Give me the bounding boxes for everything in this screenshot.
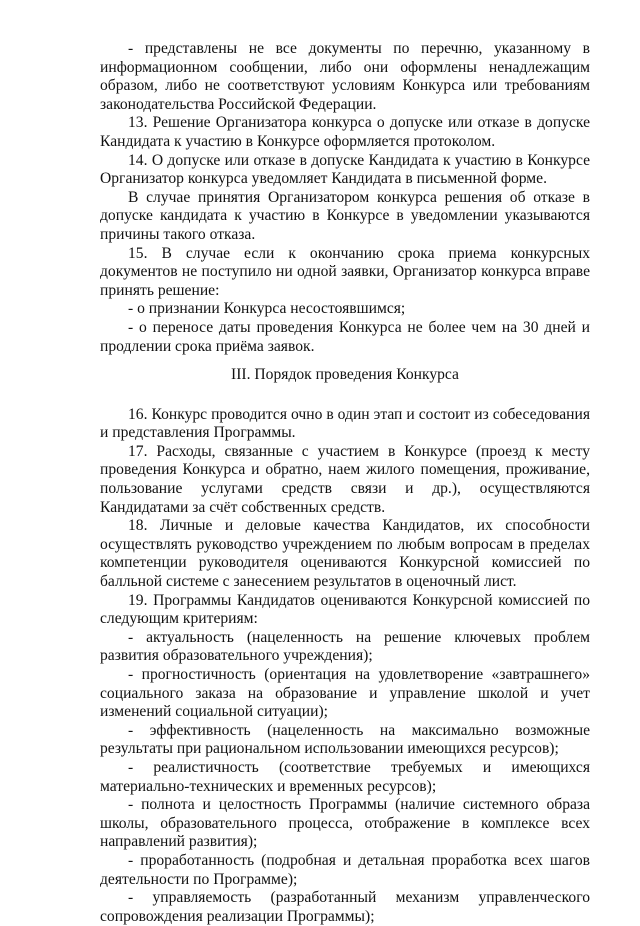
paragraph-14: 14. О допуске или отказе в допуске Кандидата к участию в Конкурсе Организатор конкурса уведомляет Кандидата в письменной форме. <box>100 151 590 188</box>
criterion-completeness: - полнота и целостность Программы (наличие системного образа школы, образовательного процесса, отображение в комплексе всех направлений развития); <box>100 796 590 851</box>
paragraph-19: 19. Программы Кандидатов оцениваются Конкурсной комиссией по следующим критериям: <box>100 591 590 628</box>
section-heading: III. Порядок проведения Конкурса <box>231 366 459 384</box>
list-item-postpone-date: - о переносе даты проведения Конкурса не более чем на 30 дней и продлении срока приёма заявок. <box>100 318 590 355</box>
criterion-elaboration: - проработанность (подробная и детальная проработка всех шагов деятельности по Программе); <box>100 851 590 888</box>
paragraph-incomplete-documents: - представлены не все документы по перечню, указанному в информационном сообщении, либо они оформлены ненадлежащим образом, либо не соответствуют условиям Конкурса или требованиям законодательства Российской Федерации. <box>100 40 590 113</box>
list-item-failed-contest: - о признании Конкурса несостоявшимся; <box>128 300 406 318</box>
criterion-manageability: - управляемость (разработанный механизм управленческого сопровождения реализации Программы); <box>100 889 590 925</box>
criterion-relevance: - актуальность (нацеленность на решение ключевых проблем развития образовательного учреждения); <box>100 628 590 665</box>
document-page <box>100 40 590 926</box>
paragraph-16: 16. Конкурс проводится очно в один этап и состоит из собеседования и представления Программы. <box>100 405 590 442</box>
criterion-efficiency: - эффективность (нацеленность на максимально возможные результаты при рациональном использовании имеющихся ресурсов); <box>100 721 590 758</box>
criterion-realism: - реалистичность (соответствие требуемых и имеющихся материально-технических и временных ресурсов); <box>100 758 590 795</box>
paragraph-17: 17. Расходы, связанные с участием в Конкурсе (проезд к месту проведения Конкурса и обратно, наем жилого помещения, проживание, пользование услугами средств связи и др.), осуществляются Кандидатами за счёт собственных средств. <box>100 442 590 516</box>
paragraph-18: 18. Личные и деловые качества Кандидатов, их способности осуществлять руководство учреждением по любым вопросам в пределах компетенции руководителя оцениваются Конкурсной комиссией по балльной системе с занесением результатов в оценочный лист. <box>100 517 590 591</box>
paragraph-15: 15. В случае если к окончанию срока приема конкурсных документов не поступило ни одной заявки, Организатор конкурса вправе принять решение: <box>100 244 590 299</box>
criterion-predictiveness: - прогностичность (ориентация на удовлетворение «завтрашнего» социального заказа на образование и управление школой и учет изменений социальной ситуации); <box>100 666 590 721</box>
paragraph-refusal-reasons: В случае принятия Организатором конкурса решения об отказе в допуске кандидата к участию в Конкурсе в уведомлении указываются причины такого отказа. <box>100 188 590 243</box>
paragraph-13: 13. Решение Организатора конкурса о допуске или отказе в допуске Кандидата к участию в Конкурсе оформляется протоколом. <box>100 114 590 150</box>
